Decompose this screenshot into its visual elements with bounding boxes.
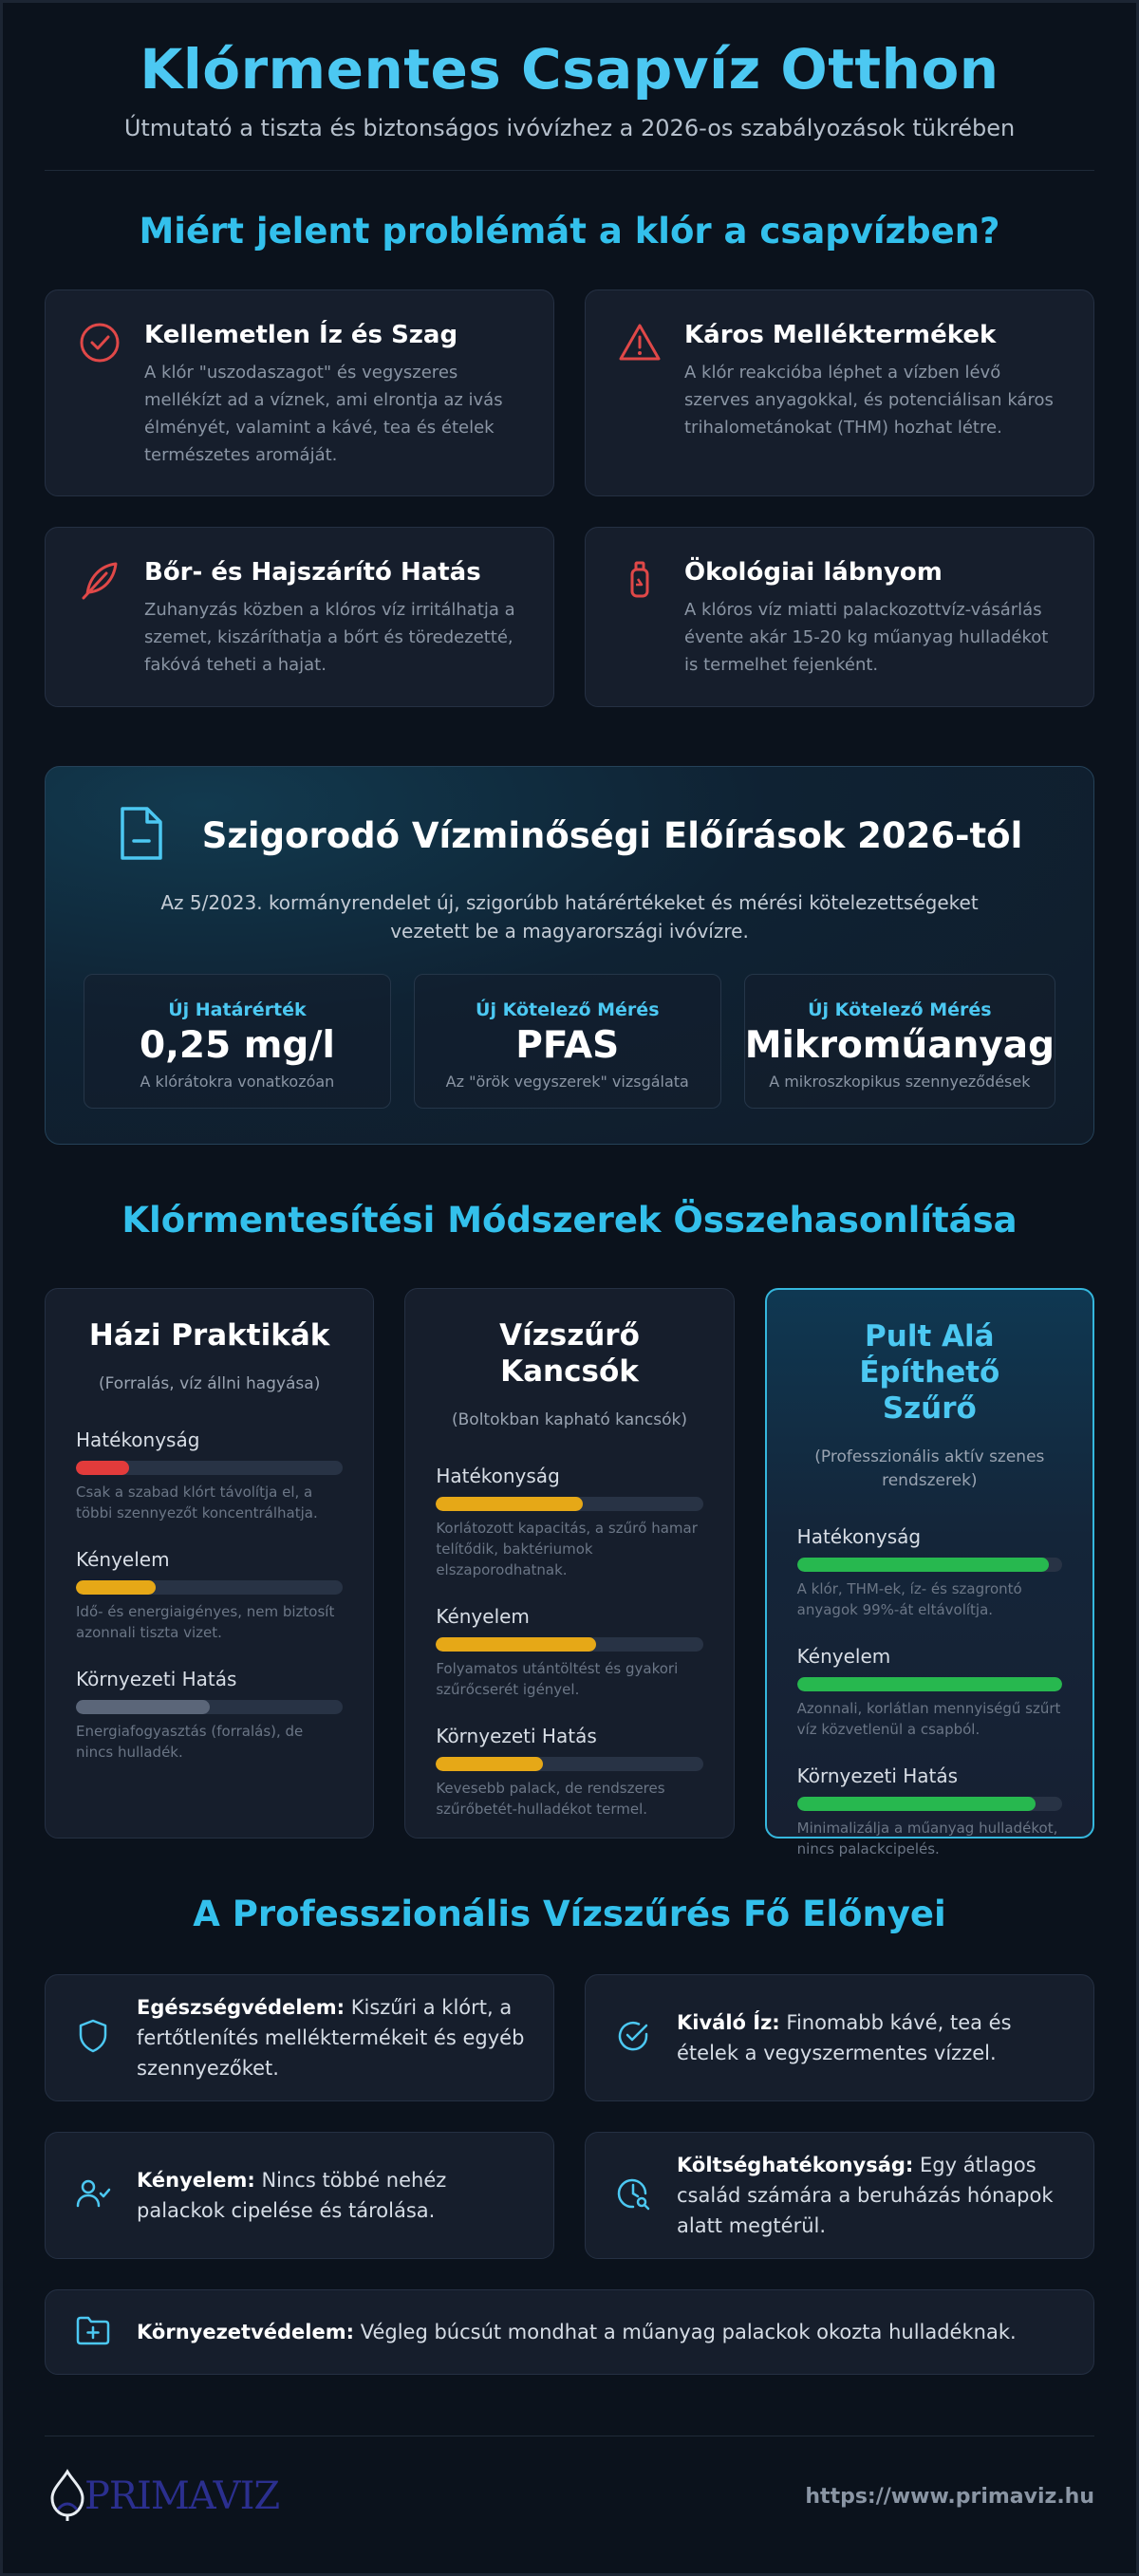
problem-text: A klór "uszodaszagot" és vegyszeres mellékízt ad a víznek, ami elrontja az ivás élményét, valamint a kávé, tea és ételek természetes aromáját. xyxy=(144,363,503,465)
benefit-label: Költséghatékonyság: xyxy=(677,2154,914,2176)
metric-bar xyxy=(76,1461,343,1475)
stat-label: Új Kötelező Mérés xyxy=(808,999,992,1020)
metric-bar xyxy=(436,1497,702,1511)
shield-icon xyxy=(74,2017,112,2059)
metric-bar-fill xyxy=(76,1580,156,1595)
metric-environment xyxy=(797,1764,1062,1859)
stat-sub: Az "örök vegyszerek" vizsgálata xyxy=(445,1073,689,1091)
stat-label: Új Kötelező Mérés xyxy=(476,999,660,1020)
stat-sub: A mikroszkopikus szennyeződések xyxy=(769,1073,1031,1091)
metric-note: Folyamatos utántöltést és gyakori szűrőcserét igényel. xyxy=(436,1660,679,1698)
folder-plus-icon xyxy=(74,2311,112,2353)
clock-search-icon xyxy=(614,2175,652,2216)
problem-card-ecology xyxy=(585,527,1094,707)
metric-name: Környezeti Hatás xyxy=(796,1764,959,1787)
problems-grid xyxy=(45,289,1094,707)
metric-bar-fill xyxy=(797,1797,1036,1811)
metric-efficiency xyxy=(436,1465,702,1580)
metric-bar xyxy=(436,1637,702,1652)
comparison-grid xyxy=(45,1288,1094,1857)
logo-drop-icon xyxy=(45,2468,90,2525)
method-description: (Boltokban kapható kancsók) xyxy=(452,1410,687,1429)
header-divider xyxy=(45,170,1094,171)
problem-text: A klóros víz miatti palackozottvíz-vásárlás évente akár 15-20 kg műanyag hulladékot is termelhet fejenként. xyxy=(684,600,1049,675)
method-card-pitcher xyxy=(404,1288,734,1839)
benefit-card-convenience xyxy=(45,2132,554,2259)
metric-bar-fill xyxy=(797,1677,1062,1691)
problem-title: Kellemetlen Íz és Szag xyxy=(144,321,458,349)
metric-bar-fill xyxy=(436,1757,543,1771)
metric-convenience xyxy=(436,1605,702,1700)
metric-bar-fill xyxy=(436,1497,583,1511)
metric-bar xyxy=(797,1797,1062,1811)
bottle-icon xyxy=(618,558,662,678)
metric-environment xyxy=(76,1668,343,1763)
problem-text: Zuhanyzás közben a klóros víz irritálhatja a szemet, kiszáríthatja a bőrt és töredezetté, fakóvá teheti a hajat. xyxy=(144,600,515,675)
metric-note: A klór, THM-ek, íz- és szagrontó anyagok 99%-át eltávolítja. xyxy=(796,1580,1022,1618)
problem-title: Ökológiai lábnyom xyxy=(684,558,943,587)
metric-bar xyxy=(436,1757,702,1771)
benefit-card-taste xyxy=(585,1974,1094,2101)
metric-bar xyxy=(76,1580,343,1595)
page-title: Klórmentes Csapvíz Otthon xyxy=(140,37,999,102)
regulation-panel xyxy=(45,766,1094,1145)
stat-card xyxy=(84,974,391,1109)
comparison-section-title: Klórmentesítési Módszerek Összehasonlítása xyxy=(121,1200,1018,1241)
user-check-icon xyxy=(74,2175,112,2216)
benefit-text xyxy=(677,2007,1065,2068)
metric-note: Korlátozott kapacitás, a szűrő hamar telítődik, baktériumok elszaporodhatnak. xyxy=(436,1520,698,1578)
benefit-card-health xyxy=(45,1974,554,2101)
metric-note: Azonnali, korlátlan mennyiségű szűrt víz közvetlenül a csapból. xyxy=(796,1700,1061,1738)
method-description: (Professzionális aktív szenes rendszerek) xyxy=(814,1447,1045,1490)
stat-value: Mikroműanyag xyxy=(744,1024,1055,1067)
problem-card-byproducts xyxy=(585,289,1094,496)
stat-card xyxy=(414,974,721,1109)
stat-label: Új Határérték xyxy=(168,999,307,1020)
problem-card-taste xyxy=(45,289,554,496)
feather-icon xyxy=(78,558,121,678)
metric-note: Kevesebb palack, de rendszeres szűrőbetét-hulladékot termel. xyxy=(436,1780,665,1818)
benefit-label: Kiváló Íz: xyxy=(677,2011,780,2034)
logo[interactable] xyxy=(45,2468,279,2525)
stat-sub: A klórátokra vonatkozóan xyxy=(140,1073,335,1091)
metric-note: Idő- és energiaigényes, nem biztosít azonnali tiszta vizet. xyxy=(76,1603,335,1641)
metric-note: Minimalizálja a műanyag hulladékot, nincs palackcipelés. xyxy=(796,1820,1058,1857)
benefit-text xyxy=(677,2150,1065,2241)
regulation-stats xyxy=(84,974,1055,1109)
metric-name: Kényelem xyxy=(796,1645,891,1668)
method-card-undersink xyxy=(765,1288,1094,1857)
problem-title: Bőr- és Hajszárító Hatás xyxy=(144,558,481,587)
benefit-text xyxy=(137,1992,525,2083)
benefits-section-title: A Professzionális Vízszűrés Fő Előnyei xyxy=(193,1894,946,1934)
benefit-description: Kiszűri a klórt, a fertőtlenítés melléktermékeit és egyéb szennyezőket. xyxy=(137,1996,525,2080)
metric-bar xyxy=(76,1700,343,1714)
benefit-label: Egészségvédelem: xyxy=(137,1996,345,2019)
problem-text: A klór reakcióba léphet a vízben lévő szerves anyagokkal, és potenciálisan káros trihalometánokat (THM) hozhat létre. xyxy=(684,363,1054,438)
benefit-label: Környezetvédelem: xyxy=(137,2321,355,2343)
benefit-text xyxy=(137,2317,1017,2347)
document-icon xyxy=(117,805,166,866)
metric-bar xyxy=(797,1677,1062,1691)
metric-note: Csak a szabad klórt távolítja el, a többi szennyezőt koncentrálhatja. xyxy=(76,1484,318,1521)
benefit-card-environment xyxy=(45,2289,1094,2375)
method-card-home xyxy=(45,1288,374,1839)
regulation-description: Az 5/2023. kormányrendelet új, szigorúbb határértékeket és mérési kötelezettségeket vezetett be a magyarországi ivóvízre. xyxy=(160,891,979,943)
metric-bar-fill xyxy=(797,1558,1049,1572)
metric-name: Hatékonyság xyxy=(436,1465,560,1487)
metric-name: Környezeti Hatás xyxy=(436,1725,597,1747)
metric-bar-fill xyxy=(436,1637,596,1652)
regulation-title: Szigorodó Vízminőségi Előírások 2026-tól xyxy=(201,814,1023,856)
benefit-label: Kényelem: xyxy=(137,2169,255,2192)
metric-name: Kényelem xyxy=(436,1605,530,1628)
metric-convenience xyxy=(76,1548,343,1643)
metric-name: Hatékonyság xyxy=(76,1428,200,1451)
check-circle-icon xyxy=(614,2017,652,2059)
benefit-card-cost xyxy=(585,2132,1094,2259)
method-title: Pult Alá Építhető Szűrő xyxy=(859,1319,1000,1426)
problem-card-skin xyxy=(45,527,554,707)
page-subtitle: Útmutató a tiszta és biztonságos ivóvízhez a 2026-os szabályozások tükrében xyxy=(123,115,1016,141)
metric-efficiency xyxy=(76,1428,343,1523)
method-title: Vízszűrő Kancsók xyxy=(499,1318,640,1389)
benefit-description: Nincs többé nehéz palackok cipelése és tárolása. xyxy=(137,2169,447,2222)
metric-efficiency xyxy=(797,1525,1062,1620)
benefits-grid xyxy=(45,1974,1094,2259)
warning-triangle-icon xyxy=(618,321,662,467)
stat-value: 0,25 mg/l xyxy=(139,1024,335,1067)
metric-name: Környezeti Hatás xyxy=(76,1668,237,1690)
metric-bar-fill xyxy=(76,1461,129,1475)
metric-convenience xyxy=(797,1645,1062,1740)
method-description: (Forralás, víz állni hagyása) xyxy=(98,1374,321,1393)
metric-name: Hatékonyság xyxy=(796,1525,922,1548)
footer xyxy=(45,2436,1094,2556)
metric-name: Kényelem xyxy=(76,1548,170,1571)
metric-note: Energiafogyasztás (forralás), de nincs hulladék. xyxy=(76,1723,304,1761)
benefit-description: Egy átlagos család számára a beruházás hónapok alatt megtérül. xyxy=(677,2154,1054,2237)
metric-environment xyxy=(436,1725,702,1820)
benefit-description: Finomabb kávé, tea és ételek a vegyszermentes vízzel. xyxy=(677,2011,1012,2064)
stat-value: PFAS xyxy=(515,1024,620,1067)
website-link[interactable]: https://www.primaviz.hu xyxy=(805,2484,1094,2509)
problem-title: Káros Melléktermékek xyxy=(684,321,997,349)
problems-section-title: Miért jelent problémát a klór a csapvízben? xyxy=(139,211,1000,252)
logo-text: PRIMAVIZ xyxy=(84,2474,280,2518)
method-title: Házi Praktikák xyxy=(88,1318,330,1353)
check-circle-icon xyxy=(78,321,121,467)
stat-card xyxy=(744,974,1055,1109)
metric-bar-fill xyxy=(76,1700,210,1714)
metric-bar xyxy=(797,1558,1062,1572)
benefit-description: Végleg búcsút mondhat a műanyag palackok okozta hulladéknak. xyxy=(360,2321,1017,2343)
benefit-text xyxy=(137,2165,525,2226)
